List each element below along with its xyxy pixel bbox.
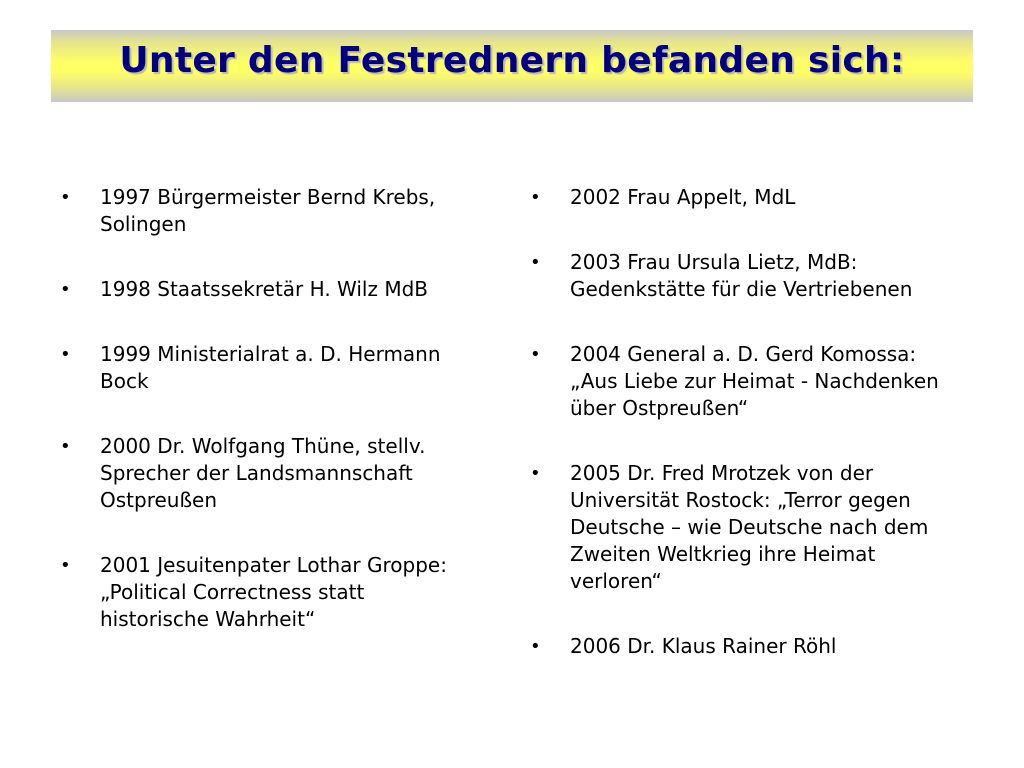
bullet-icon: •: [60, 187, 71, 208]
list-item: [60, 433, 480, 514]
list-item-line: 1999 Ministerialrat a. D. Hermann: [100, 342, 441, 366]
list-item-line: 2000 Dr. Wolfgang Thüne, stellv.: [100, 434, 426, 458]
bullet-icon: •: [530, 636, 541, 657]
bullet-icon: •: [530, 252, 541, 273]
list-item-line: 2006 Dr. Klaus Rainer Röhl: [570, 634, 837, 658]
bullet-icon: •: [60, 555, 71, 576]
list-item-line: Bock: [100, 369, 149, 393]
bullet-icon: •: [60, 344, 71, 365]
list-item-line: 1997 Bürgermeister Bernd Krebs,: [100, 185, 436, 209]
list-item: [60, 552, 480, 633]
list-item: [530, 184, 1000, 211]
bullet-icon: •: [530, 463, 541, 484]
list-item: [60, 276, 480, 303]
bullet-icon: •: [530, 187, 541, 208]
bullet-icon: •: [530, 344, 541, 365]
list-item: [530, 460, 1000, 595]
list-item-line: 1998 Staatssekretär H. Wilz MdB: [100, 277, 429, 301]
list-item-line: 2002 Frau Appelt, MdL: [570, 185, 796, 209]
list-item-line: Sprecher der Landsmannschaft: [100, 461, 413, 485]
list-item-line: Universität Rostock: „Terror gegen: [570, 488, 911, 512]
list-item-line: „Political Correctness statt: [100, 580, 365, 604]
list-item-line: über Ostpreußen“: [570, 396, 749, 420]
speaker-list-left: [60, 184, 480, 671]
list-item-line: Ostpreußen: [100, 488, 218, 512]
list-item-line: verloren“: [570, 569, 662, 593]
list-item-line: 2003 Frau Ursula Lietz, MdB:: [570, 250, 858, 274]
list-item-line: Gedenkstätte für die Vertriebenen: [570, 277, 913, 301]
list-item-line: Solingen: [100, 212, 187, 236]
list-item-line: Zweiten Weltkrieg ihre Heimat: [570, 542, 876, 566]
list-item-line: Deutsche – wie Deutsche nach dem: [570, 515, 929, 539]
list-item-line: 2004 General a. D. Gerd Komossa:: [570, 342, 917, 366]
list-item-line: 2005 Dr. Fred Mrotzek von der: [570, 461, 874, 485]
list-item-line: historische Wahrheit“: [100, 607, 316, 631]
bullet-icon: •: [60, 436, 71, 457]
slide-title: Unter den Festrednern befanden sich:: [119, 40, 905, 81]
speaker-list-right: [530, 184, 1000, 698]
list-item-line: „Aus Liebe zur Heimat - Nachdenken: [570, 369, 939, 393]
list-item: [530, 341, 1000, 422]
list-item: [530, 249, 1000, 303]
list-item: [530, 633, 1000, 660]
list-item: [60, 184, 480, 238]
list-item-line: 2001 Jesuitenpater Lothar Groppe:: [100, 553, 447, 577]
bullet-icon: •: [60, 279, 71, 300]
list-item: [60, 341, 480, 395]
